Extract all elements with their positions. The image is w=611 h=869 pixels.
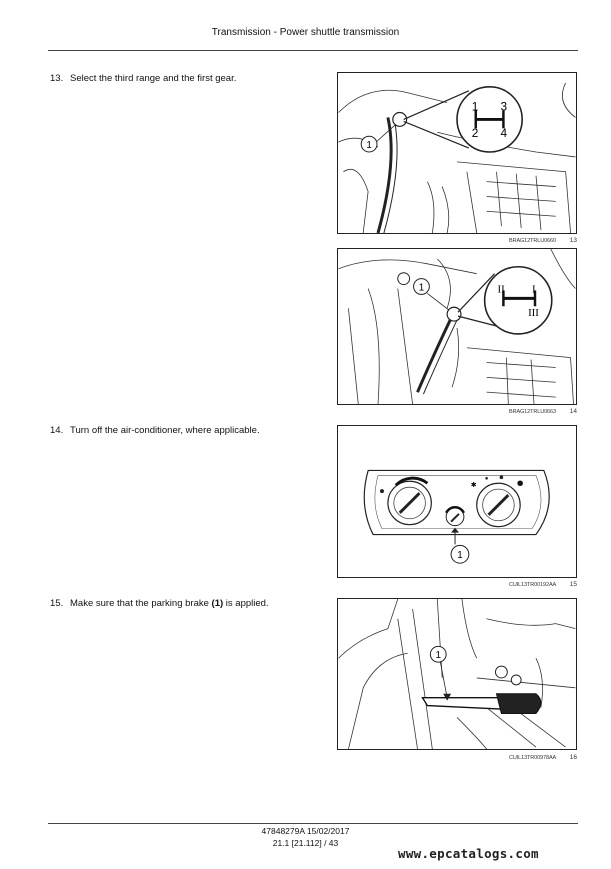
figure-number: 16 bbox=[569, 754, 577, 761]
callout-1: 1 bbox=[366, 140, 372, 152]
fan-speed-dot-2 bbox=[500, 476, 504, 480]
watermark: www.epcatalogs.com bbox=[398, 846, 539, 861]
gear-label-2: 2 bbox=[471, 126, 479, 141]
step-text: Turn off the air-conditioner, where applicable. bbox=[70, 425, 260, 436]
figure-14-range-lever bbox=[337, 248, 577, 405]
figure-15-ac-controls bbox=[337, 425, 577, 578]
fan-icon: ✱ bbox=[470, 481, 477, 490]
step-14 bbox=[50, 425, 260, 436]
figure-code: BRAG12TRLU0660 bbox=[509, 238, 556, 244]
footer-docref: 47848279A 15/02/2017 bbox=[261, 826, 350, 836]
step-text: Select the third range and the first gear. bbox=[70, 73, 237, 84]
step-15 bbox=[50, 598, 269, 609]
figure-16-parking-brake bbox=[337, 598, 577, 750]
step-number: 14. bbox=[50, 425, 64, 436]
callout-1: 1 bbox=[457, 550, 463, 562]
figure-number: 14 bbox=[569, 408, 577, 415]
range-label-i: I bbox=[532, 283, 536, 296]
step-13 bbox=[50, 73, 236, 84]
figure-code: BRAG12TRLU0663 bbox=[509, 409, 556, 415]
fan-speed-dot-3 bbox=[517, 480, 523, 486]
callout-1: 1 bbox=[418, 282, 425, 294]
ac-control-panel-illustration bbox=[338, 426, 576, 577]
range-label-ii: II bbox=[497, 283, 505, 296]
figure-13-gear-lever bbox=[337, 72, 577, 234]
footer-pageref: 21.1 [21.112] / 43 bbox=[272, 838, 339, 848]
gear-label-4: 4 bbox=[500, 126, 508, 141]
step-number: 13. bbox=[50, 73, 64, 84]
footer-rule bbox=[48, 823, 578, 824]
step-number: 15. bbox=[50, 598, 64, 609]
range-label-iii: III bbox=[528, 307, 539, 320]
callout-1: 1 bbox=[435, 650, 441, 662]
figure-number: 13 bbox=[569, 237, 577, 244]
figure-code: CUIL13TR00978AA bbox=[509, 755, 557, 761]
reference-number: (1) bbox=[211, 598, 224, 609]
gear-label-1: 1 bbox=[471, 99, 479, 114]
figure-code: CUIL13TR00192AA bbox=[509, 582, 557, 588]
header-rule bbox=[48, 50, 578, 51]
gear-label-3: 3 bbox=[500, 99, 508, 114]
fan-speed-dot-1 bbox=[485, 477, 488, 480]
step-text-after: is applied. bbox=[223, 598, 269, 609]
gear-lever-illustration bbox=[338, 73, 576, 233]
step-text-before: Make sure that the parking brake bbox=[70, 598, 212, 609]
figure-number: 15 bbox=[569, 581, 577, 588]
range-lever-illustration bbox=[338, 249, 576, 404]
parking-brake-illustration bbox=[338, 599, 576, 749]
page-header: Transmission - Power shuttle transmission bbox=[211, 27, 400, 38]
